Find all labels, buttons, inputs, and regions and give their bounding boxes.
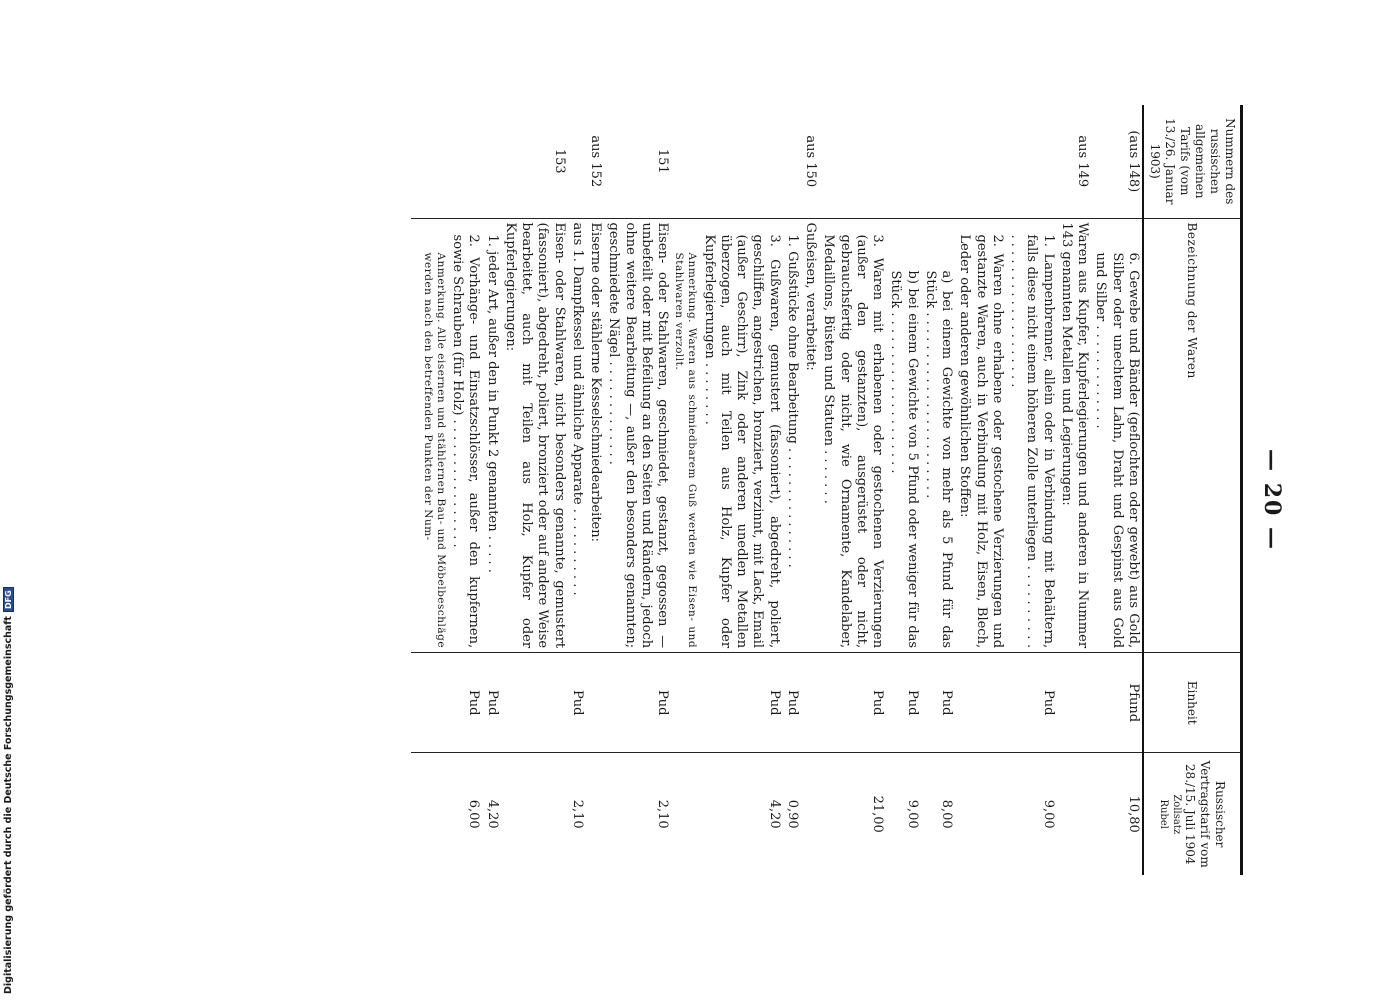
table-row — [1091, 105, 1143, 875]
unit — [955, 653, 1006, 753]
duty-rate — [1057, 753, 1092, 875]
duty-rate: 4,20 — [700, 753, 783, 875]
unit — [586, 653, 604, 753]
tariff-number — [1006, 105, 1057, 218]
tariff-number: 151 — [655, 148, 671, 174]
unit: Pud — [886, 653, 921, 753]
table-row — [801, 105, 819, 875]
duty-rate — [955, 753, 1006, 875]
tariff-number — [819, 105, 886, 218]
header-rate-title: Russischer Vertragstarif vom 28./15. Juli 1904 — [1183, 760, 1227, 868]
page-number: — 20 — — [1259, 449, 1285, 551]
unit: Pud — [921, 653, 956, 753]
duty-rate: 6,00 — [448, 753, 483, 875]
goods-description: 6. Gewebe und Bänder (geflochten oder gewebt) aus Gold, Silber oder unechtem Lahn, Draht und Gespinst aus Gold und Silber . . . . . . . . . . . . . — [1091, 218, 1143, 653]
table-row — [586, 105, 604, 875]
goods-note: Anmerkung. Waren aus schmiedbarem Guß werden wie Eisen- und Stahlwaren verzollt. — [671, 218, 699, 653]
tariff-table — [411, 105, 1243, 875]
goods-description: Eisen- oder Stahlwaren, geschmiedet, gestanzt, gegossen — unbefeilt oder mit Befeilung an den Seiten und Rändern, jedoch ohne weitere Bearbeitung —, außer den besonders genannten; geschmiedete Nägel . . . . . . . . . . . . . — [604, 218, 671, 653]
goods-description: aus 1. Dampfkessel und ähnliche Apparate . . . . . . . . . . . — [568, 218, 586, 653]
unit: Pud — [819, 653, 886, 753]
table-row — [448, 105, 483, 875]
goods-description: Gußeisen, verarbeitet: — [801, 218, 819, 653]
tariff-number: aus 152 — [588, 135, 604, 188]
goods-description: 3. Gußwaren, gemustert (fassoniert), abgedreht, poliert, geschliffen, angestrichen, bronziert, verzinnt, mit Lack, Email (außer Geschirr), Zink oder anderen unedlen Metallen überzogen, auch mit Teilen aus Holz, Kupfer oder Kupferlegierungen . . . . . . . . — [700, 218, 783, 653]
goods-description: 2. Vorhänge- und Einsatzschlösser, außer den kupfernen, sowie Schrauben (für Holz) . . . . . . . . . . . . . . . . — [448, 218, 483, 653]
table-row — [483, 105, 501, 875]
tariff-number — [671, 105, 699, 218]
header-rate — [1143, 753, 1242, 875]
tariff-number — [483, 105, 501, 218]
duty-rate: 9,00 — [1006, 753, 1057, 875]
table-row — [955, 105, 1006, 875]
tariff-number — [411, 105, 448, 218]
duty-rate: 21,00 — [819, 753, 886, 875]
goods-description: Eiserne oder stählerne Kesselschmiedearbeiten: — [586, 218, 604, 653]
goods-description: 1. jeder Art, außer den in Punkt 2 genannten . . . . . — [483, 218, 501, 653]
table-row — [411, 105, 448, 875]
tariff-number: aus 150 — [803, 135, 819, 188]
table-row — [604, 105, 671, 875]
goods-description: 2. Waren ohne erhabene oder gestochene Verzierungen und gestanzte Waren, auch in Verbindung mit Holz, Eisen, Blech, Leder oder anderen gewöhnlichen Stoffen: — [955, 218, 1006, 653]
duty-rate: 10,80 — [1091, 753, 1143, 875]
digitization-credit-text: Digitalisierung gefördert durch die Deutsche Forschungsgemeinschaft — [2, 616, 14, 994]
goods-description: a) bei einem Gewichte von mehr als 5 Pfund für das Stück . . . . . . . . . . . . . . . . . . . . . . . — [921, 218, 956, 653]
table-row — [1006, 105, 1057, 875]
duty-rate: 8,00 — [921, 753, 956, 875]
duty-rate: 0,90 — [783, 753, 801, 875]
unit: Pud — [448, 653, 483, 753]
tariff-number — [448, 105, 483, 218]
table-row — [819, 105, 886, 875]
unit — [411, 653, 448, 753]
unit: Pud — [483, 653, 501, 753]
table-row — [886, 105, 921, 875]
header-rate-sub1: Zollsatz — [1171, 794, 1182, 835]
tariff-number: aus 149 — [1075, 135, 1091, 188]
unit: Pud — [783, 653, 801, 753]
duty-rate: 4,20 — [483, 753, 501, 875]
tariff-number — [955, 105, 1006, 218]
duty-rate — [501, 753, 568, 875]
unit: Pfund — [1091, 653, 1143, 753]
tariff-number — [783, 105, 801, 218]
unit — [801, 653, 819, 753]
table-row — [700, 105, 783, 875]
goods-note: Anmerkung. Alle eisernen und stählernen Bau- und Möbelbeschläge werden nach den betreffenden Punkten der Num- — [411, 218, 448, 653]
tariff-number: 153 — [551, 148, 567, 174]
duty-rate: 2,10 — [568, 753, 586, 875]
table-row — [921, 105, 956, 875]
duty-rate: 9,00 — [886, 753, 921, 875]
goods-description: Waren aus Kupfer, Kupferlegierungen und anderen in Nummer 143 genannten Metallen und Legierungen: — [1057, 218, 1092, 653]
goods-description: 1. Gußstücke ohne Bearbeitung . . . . . . . . . . . . . . . — [783, 218, 801, 653]
tariff-number — [921, 105, 956, 218]
unit: Pud — [604, 653, 671, 753]
goods-description: 3. Waren mit erhabenen oder gestochenen Verzierungen (außer den gestanzten), ausgerüstet oder nicht, gebrauchsfertig oder nicht, wie Ornamente, Kandelaber, Medaillons, Büsten und Statuen . . . . . . . — [819, 218, 886, 653]
tariff-number — [568, 105, 586, 218]
duty-rate — [801, 753, 819, 875]
unit: Pud — [568, 653, 586, 753]
goods-description: b) bei einem Gewichte von 5 Pfund oder weniger für das Stück . . . . . . . . . . . . . . . . . . . . — [886, 218, 921, 653]
header-rate-sub2: Rubel — [1158, 799, 1170, 829]
tariff-number — [700, 105, 783, 218]
unit: Pud — [1006, 653, 1057, 753]
table-row — [783, 105, 801, 875]
goods-description: Eisen- oder Stahlwaren, nicht besonders genannte, gemustert (fassoniert), abgedreht, poliert, bronziert oder auf andere Weise bearbeitet, auch mit Teilen aus Holz, Kupfer oder Kupferlegierungen: — [501, 218, 568, 653]
unit — [671, 653, 699, 753]
table-row — [1057, 105, 1092, 875]
table-row — [671, 105, 699, 875]
header-unit: Einheit — [1143, 653, 1242, 753]
header-number — [1143, 105, 1242, 218]
tariff-number — [886, 105, 921, 218]
header-description: Bezeichnung der Waren — [1143, 218, 1242, 653]
tariff-number: (aus 148) — [1126, 130, 1141, 193]
unit — [501, 653, 568, 753]
unit: Pud — [700, 653, 783, 753]
table-header-row — [1143, 105, 1242, 875]
unit — [1057, 653, 1092, 753]
goods-description: 1. Lampenbrenner, allein oder in Verbindung mit Behältern, falls diese nicht einem höheren Zolle unterliegen . . . . . . . . . . . . . . . . . . . . . . . . . . . . . — [1006, 218, 1057, 653]
dfg-logo: DFG — [3, 587, 14, 612]
table-row — [568, 105, 586, 875]
table-row — [501, 105, 568, 875]
header-number-text: Nummern des russischen allgemeinen Tarifs (vom 13./26. Januar 1903) — [1148, 118, 1237, 205]
duty-rate — [671, 753, 699, 875]
duty-rate: 2,10 — [604, 753, 671, 875]
duty-rate — [411, 753, 448, 875]
duty-rate — [586, 753, 604, 875]
